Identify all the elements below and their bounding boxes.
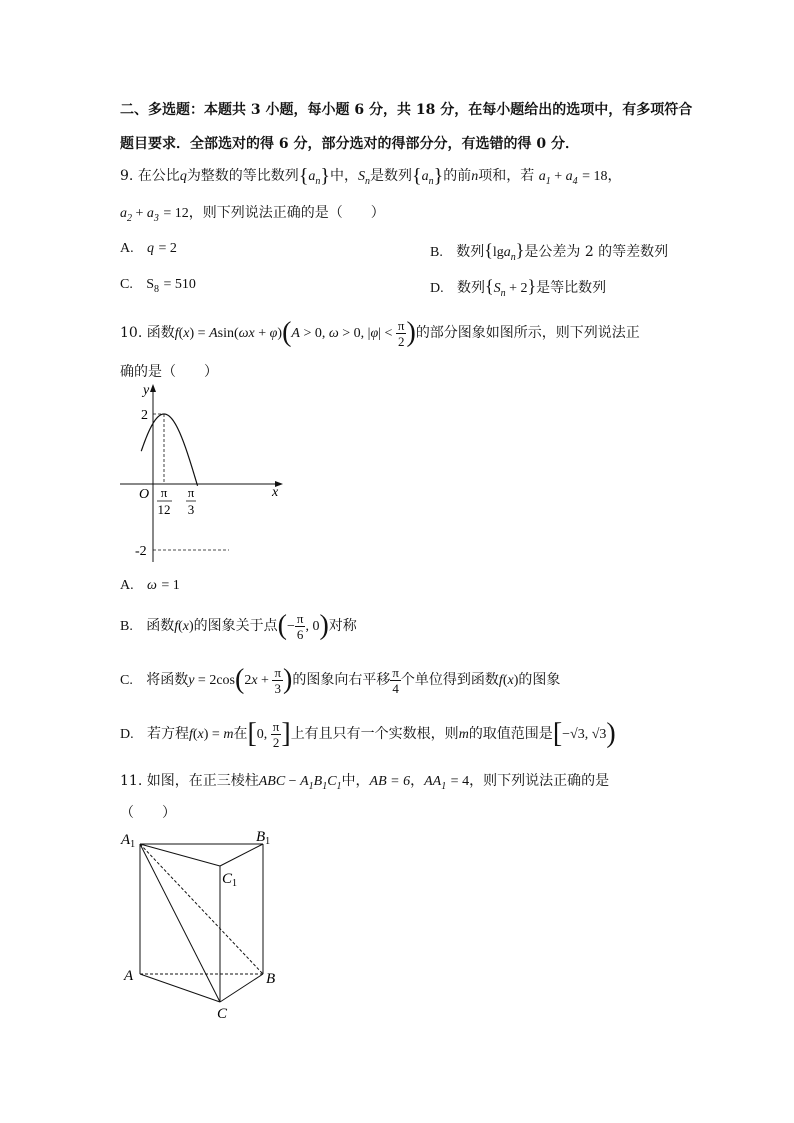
q9-condition-2: = 12: [163, 206, 189, 221]
q9-text: 是数列: [370, 168, 413, 184]
q11-prism-figure: [115, 822, 285, 1022]
option-text: 的取值范围是: [468, 726, 553, 742]
y-axis-arrow-icon: [150, 384, 156, 392]
vertex-a1-label: $A_1$: [121, 832, 136, 850]
q10-option-c: C. 将函数y = 2cos(2x + $\frac{\pi}{3}$ )的图象向右平移 $\frac{\pi}{4}$ 个单位得到函数f(x)的图象: [120, 664, 561, 696]
q10-text: 函数: [146, 325, 175, 341]
option-text: 函数: [146, 618, 175, 634]
tick-pi-3-denominator: 3: [187, 502, 195, 517]
option-text: 的图象向右平移: [292, 672, 391, 688]
q11-stem-line2: （ ）: [120, 805, 176, 821]
section-heading-line1: 二、多选题：本题共 3 小题，每小题 6 分，共 18 分，在每小题给出的选项中，有多项符合: [120, 102, 693, 118]
option-expr: = 510: [163, 277, 196, 292]
q9-option-c: C. $S_8 = 510$: [120, 277, 196, 295]
option-label: B.: [120, 619, 133, 634]
y-axis-label: y: [143, 383, 150, 398]
option-text: 数列: [456, 280, 485, 296]
q11-text: 如图，在正三棱柱: [146, 773, 259, 789]
q11-ab: AB = 6: [369, 774, 411, 789]
q10-option-d: D. 若方程f(x) = m在[0, $\frac{\pi}{2}$ ]上有且只有一个实数根，则m的取值范围是[−√3, √3): [120, 718, 616, 750]
option-text: 数列: [456, 244, 485, 260]
q9-text: 为整数的等比数列: [186, 168, 299, 184]
tick-pi-12-numerator: π: [160, 485, 168, 500]
option-text: 的图象关于点: [193, 618, 278, 634]
q9-stem-line2: $a_2 + a_3 = 12$，则下列说法正确的是（ ）: [120, 205, 385, 224]
option-text: 是公差为 2 的等差数列: [524, 244, 669, 260]
option-expr: = 2: [158, 241, 177, 256]
option-text: 个单位得到函数: [400, 672, 499, 688]
q10-option-a: A. ω = 1: [120, 578, 180, 593]
option-expr: = 1: [161, 578, 180, 593]
q10-sine-graph: [115, 380, 290, 570]
diagonal-a1-b-hidden: [140, 844, 263, 974]
q9-number: 9.: [120, 168, 134, 184]
vertex-c1-label: $C_1$: [222, 871, 238, 889]
q11-text: ，则下列说法正确的是: [469, 773, 610, 789]
y-min-label: -2: [135, 544, 147, 559]
q9-stem-line1: 9. 在公比q为整数的等比数列$\{a_n\}$中，$S_n$是数列$\{a_n\}$的前n项和，若 $a_1 + a_4 = 18$，: [120, 165, 622, 187]
q10-option-b: B. 函数f(x)的图象关于点(− $\frac{\pi}{6}$ , 0)对称: [120, 610, 357, 642]
origin-label: O: [139, 487, 150, 502]
option-text: 上有且只有一个实数根，则: [290, 726, 459, 742]
q9-text: 在公比: [137, 168, 180, 184]
edge-c-b: [220, 974, 263, 1002]
q11-stem-line1: 11. 如图，在正三棱柱ABC − $A_1B_1C_1$中，AB = 6，$AA_1 = 4$，则下列说法正确的是: [120, 773, 610, 792]
q10-number: 10.: [120, 325, 143, 341]
edge-c1-b1: [220, 844, 263, 866]
section-heading-line2: 题目要求．全部选对的得 6 分，部分选对的得部分分，有选错的得 0 分．: [120, 136, 579, 152]
option-text: 将函数: [146, 672, 189, 688]
x-axis-label: x: [272, 485, 279, 500]
q11-number: 11.: [120, 773, 143, 789]
option-label: C.: [120, 673, 133, 688]
q9-option-a: A. q = 2: [120, 241, 177, 256]
option-label: B.: [430, 245, 443, 260]
vertex-a-label: A: [124, 968, 134, 984]
q10-stem-line2: 确的是（ ）: [120, 364, 218, 380]
q11-aa1: = 4: [450, 774, 470, 789]
q9-option-b: B. 数列{lga$_n$}是公差为 2 的等差数列: [430, 240, 669, 263]
q10-stem-line1: 10. 函数f(x) = Asin(ωx + φ)(A > 0, ω > 0, |φ| < $\frac{\pi}{2}$ )的部分图象如图所示，则下列说法正: [120, 317, 640, 349]
option-text: 在: [233, 726, 248, 742]
option-text: 若方程: [146, 726, 189, 742]
edge-a1-c1: [140, 844, 220, 866]
tick-pi-12-denominator: 12: [157, 502, 171, 517]
q9-text: 中，: [330, 168, 359, 184]
option-label: A.: [120, 578, 134, 593]
q9-text: 项和，若: [478, 168, 535, 184]
option-text: 的图象: [518, 672, 561, 688]
q11-text: 中，: [341, 773, 370, 789]
tick-pi-3-numerator: π: [187, 485, 195, 500]
sine-curve: [141, 414, 197, 486]
y-max-label: 2: [141, 408, 148, 423]
option-text: 对称: [328, 618, 357, 634]
option-label: A.: [120, 241, 134, 256]
q9-text: 的前: [443, 168, 472, 184]
vertex-b-label: B: [266, 971, 276, 987]
q10-text: 的部分图象如图所示，则下列说法正: [415, 325, 640, 341]
option-text: 是等比数列: [536, 280, 607, 296]
q9-option-d: D. 数列$\{S_n + 2\}$是等比数列: [430, 276, 607, 299]
option-label: C.: [120, 277, 133, 292]
option-label: D.: [120, 727, 134, 742]
vertex-c-label: C: [217, 1006, 228, 1022]
q9-text: ，则下列说法正确的是（ ）: [188, 205, 385, 221]
vertex-b1-label: $B_1$: [256, 829, 271, 847]
q9-condition-1: = 18，: [582, 169, 622, 184]
option-label: D.: [430, 281, 444, 296]
